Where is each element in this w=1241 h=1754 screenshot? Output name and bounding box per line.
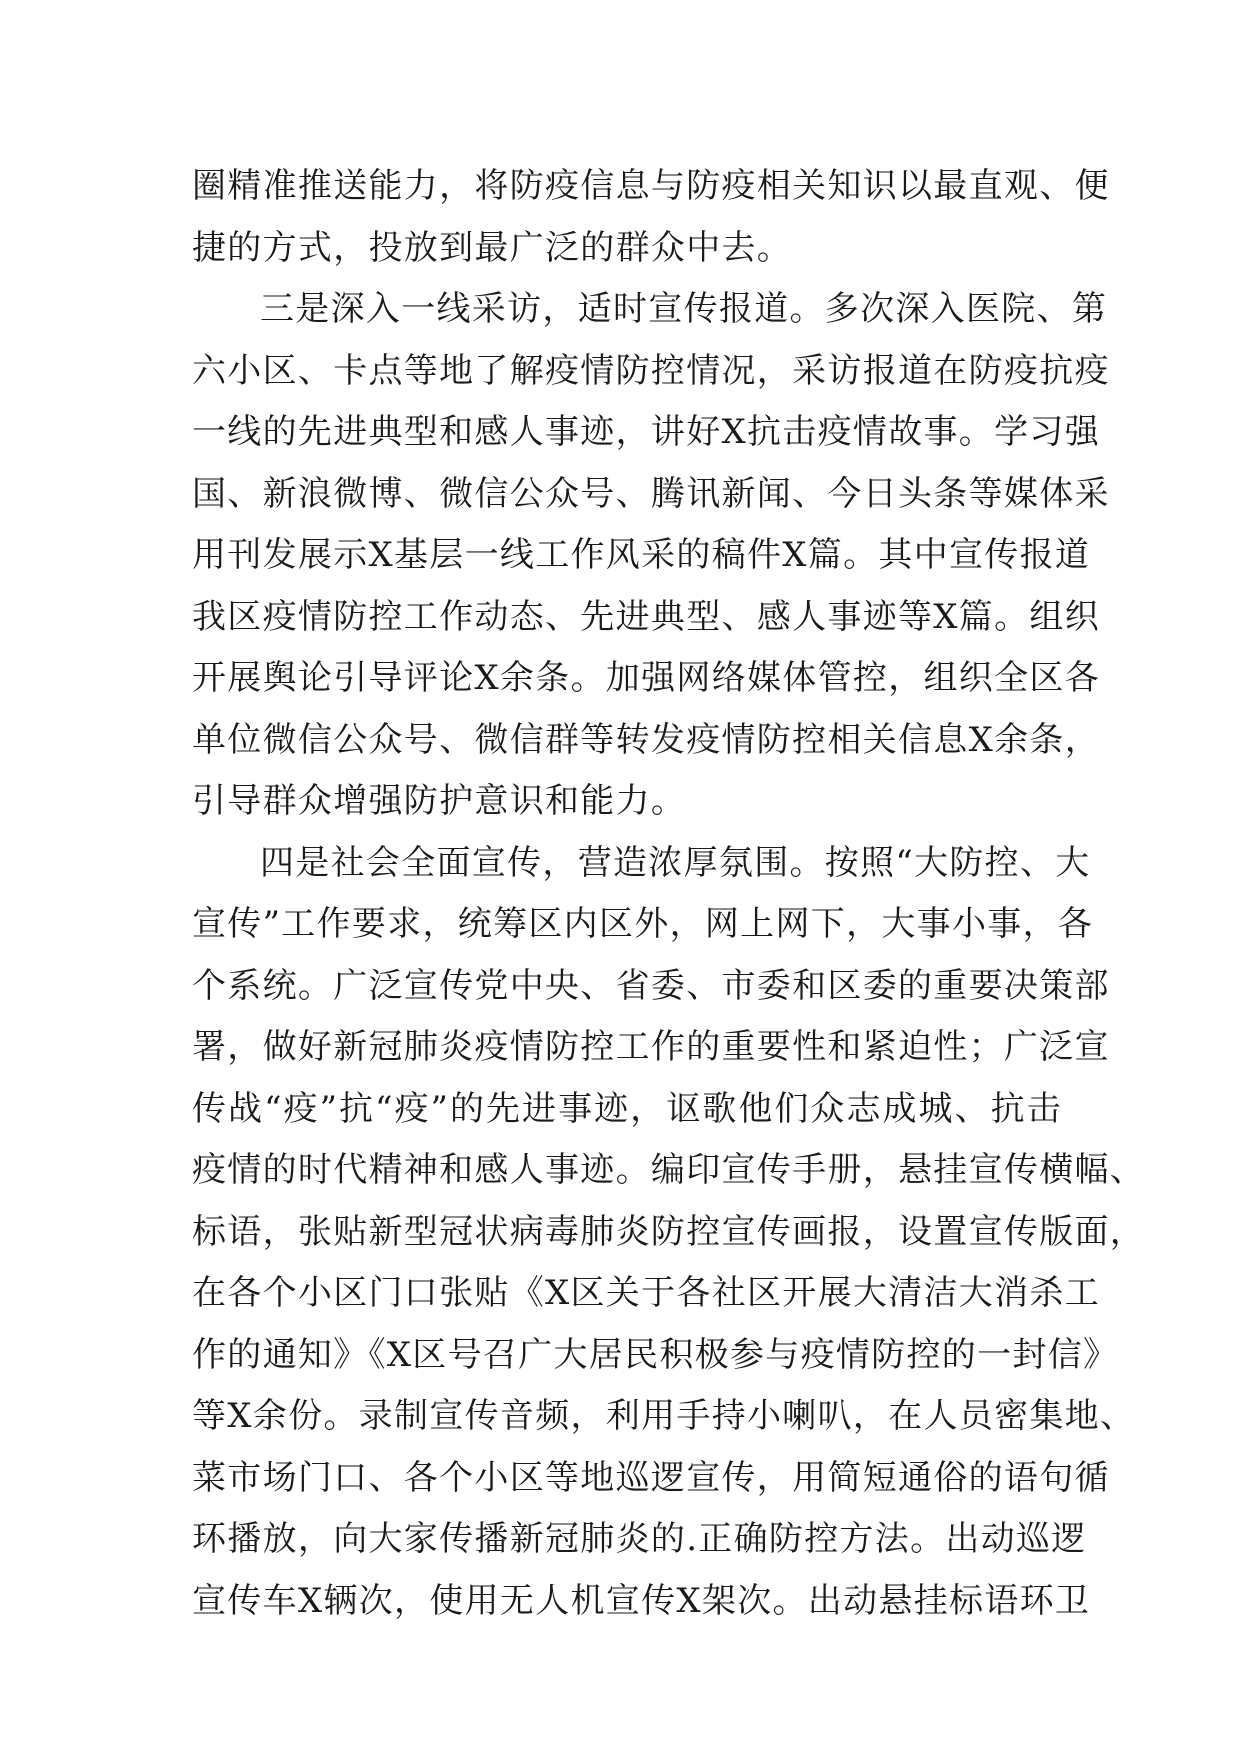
text-line: 疫情的时代精神和感人事迹。编印宣传手册，悬挂宣传横幅、 (192, 1150, 1146, 1190)
text-line: 在各个小区门口张贴《X区关于各社区开展大清洁大消杀工 (192, 1273, 1101, 1313)
text-line: 署，做好新冠肺炎疫情防控工作的重要性和紧迫性；广泛宣 (192, 1027, 1110, 1067)
text-line: 圈精准推送能力，将防疫信息与防疫相关知识以最直观、便 (192, 166, 1110, 206)
text-line: 我区疫情防控工作动态、先进典型、感人事迹等X篇。组织 (192, 596, 1101, 637)
text-line: 六小区、卡点等地了解疫情防控情况，采访报道在防疫抗疫 (192, 350, 1110, 391)
text-line: 引导群众增强防护意识和能力。 (192, 781, 687, 821)
text-line: 宣传”工作要求，统筹区内区外，网上网下，大事小事，各 (192, 904, 1094, 944)
text-line: 环播放，向大家传播新冠肺炎的.正确防控方法。出动巡逻 (192, 1519, 1087, 1559)
body-text (192, 156, 1146, 1632)
paragraph-start-line: 三是深入一线采访，适时宣传报道。多次深入医院、第 (260, 289, 1108, 329)
text-line: 作的通知》《X区号召广大居民积极参与疫情防控的一封信》 (192, 1334, 1119, 1375)
text-line: 一线的先进典型和感人事迹，讲好X抗击疫情故事。学习强 (192, 412, 1101, 452)
text-line: 传战“疫”抗“疫”的先进事迹，讴歌他们众志成城、抗击 (192, 1088, 1062, 1129)
text-line: 国、新浪微博、微信公众号、腾讯新闻、今日头条等媒体采 (192, 473, 1110, 514)
text-line: 等X余份。录制宣传音频，利用手持小喇叭，在人员密集地、 (192, 1396, 1136, 1436)
text-line: 个系统。广泛宣传党中央、省委、市委和区委的重要决策部 (192, 965, 1110, 1006)
paragraph-start-line: 四是社会全面宣传，营造浓厚氛围。按照“大防控、大 (260, 842, 1091, 883)
text-line: 菜市场门口、各个小区等地巡逻宣传，用简短通俗的语句循 (192, 1457, 1110, 1498)
text-line: 宣传车X辆次，使用无人机宣传X架次。出动悬挂标语环卫 (192, 1580, 1091, 1621)
text-line: 开展舆论引导评论X余条。加强网络媒体管控，组织全区各 (192, 658, 1101, 698)
text-line: 捷的方式，投放到最广泛的群众中去。 (192, 227, 793, 268)
text-line: 用刊发展示X基层一线工作风采的稿件X篇。其中宣传报道 (192, 535, 1091, 575)
text-line: 单位微信公众号、微信群等转发疫情防控相关信息X余条， (192, 719, 1101, 760)
text-line: 标语，张贴新型冠状病毒肺炎防控宣传画报，设置宣传版面， (192, 1211, 1146, 1252)
